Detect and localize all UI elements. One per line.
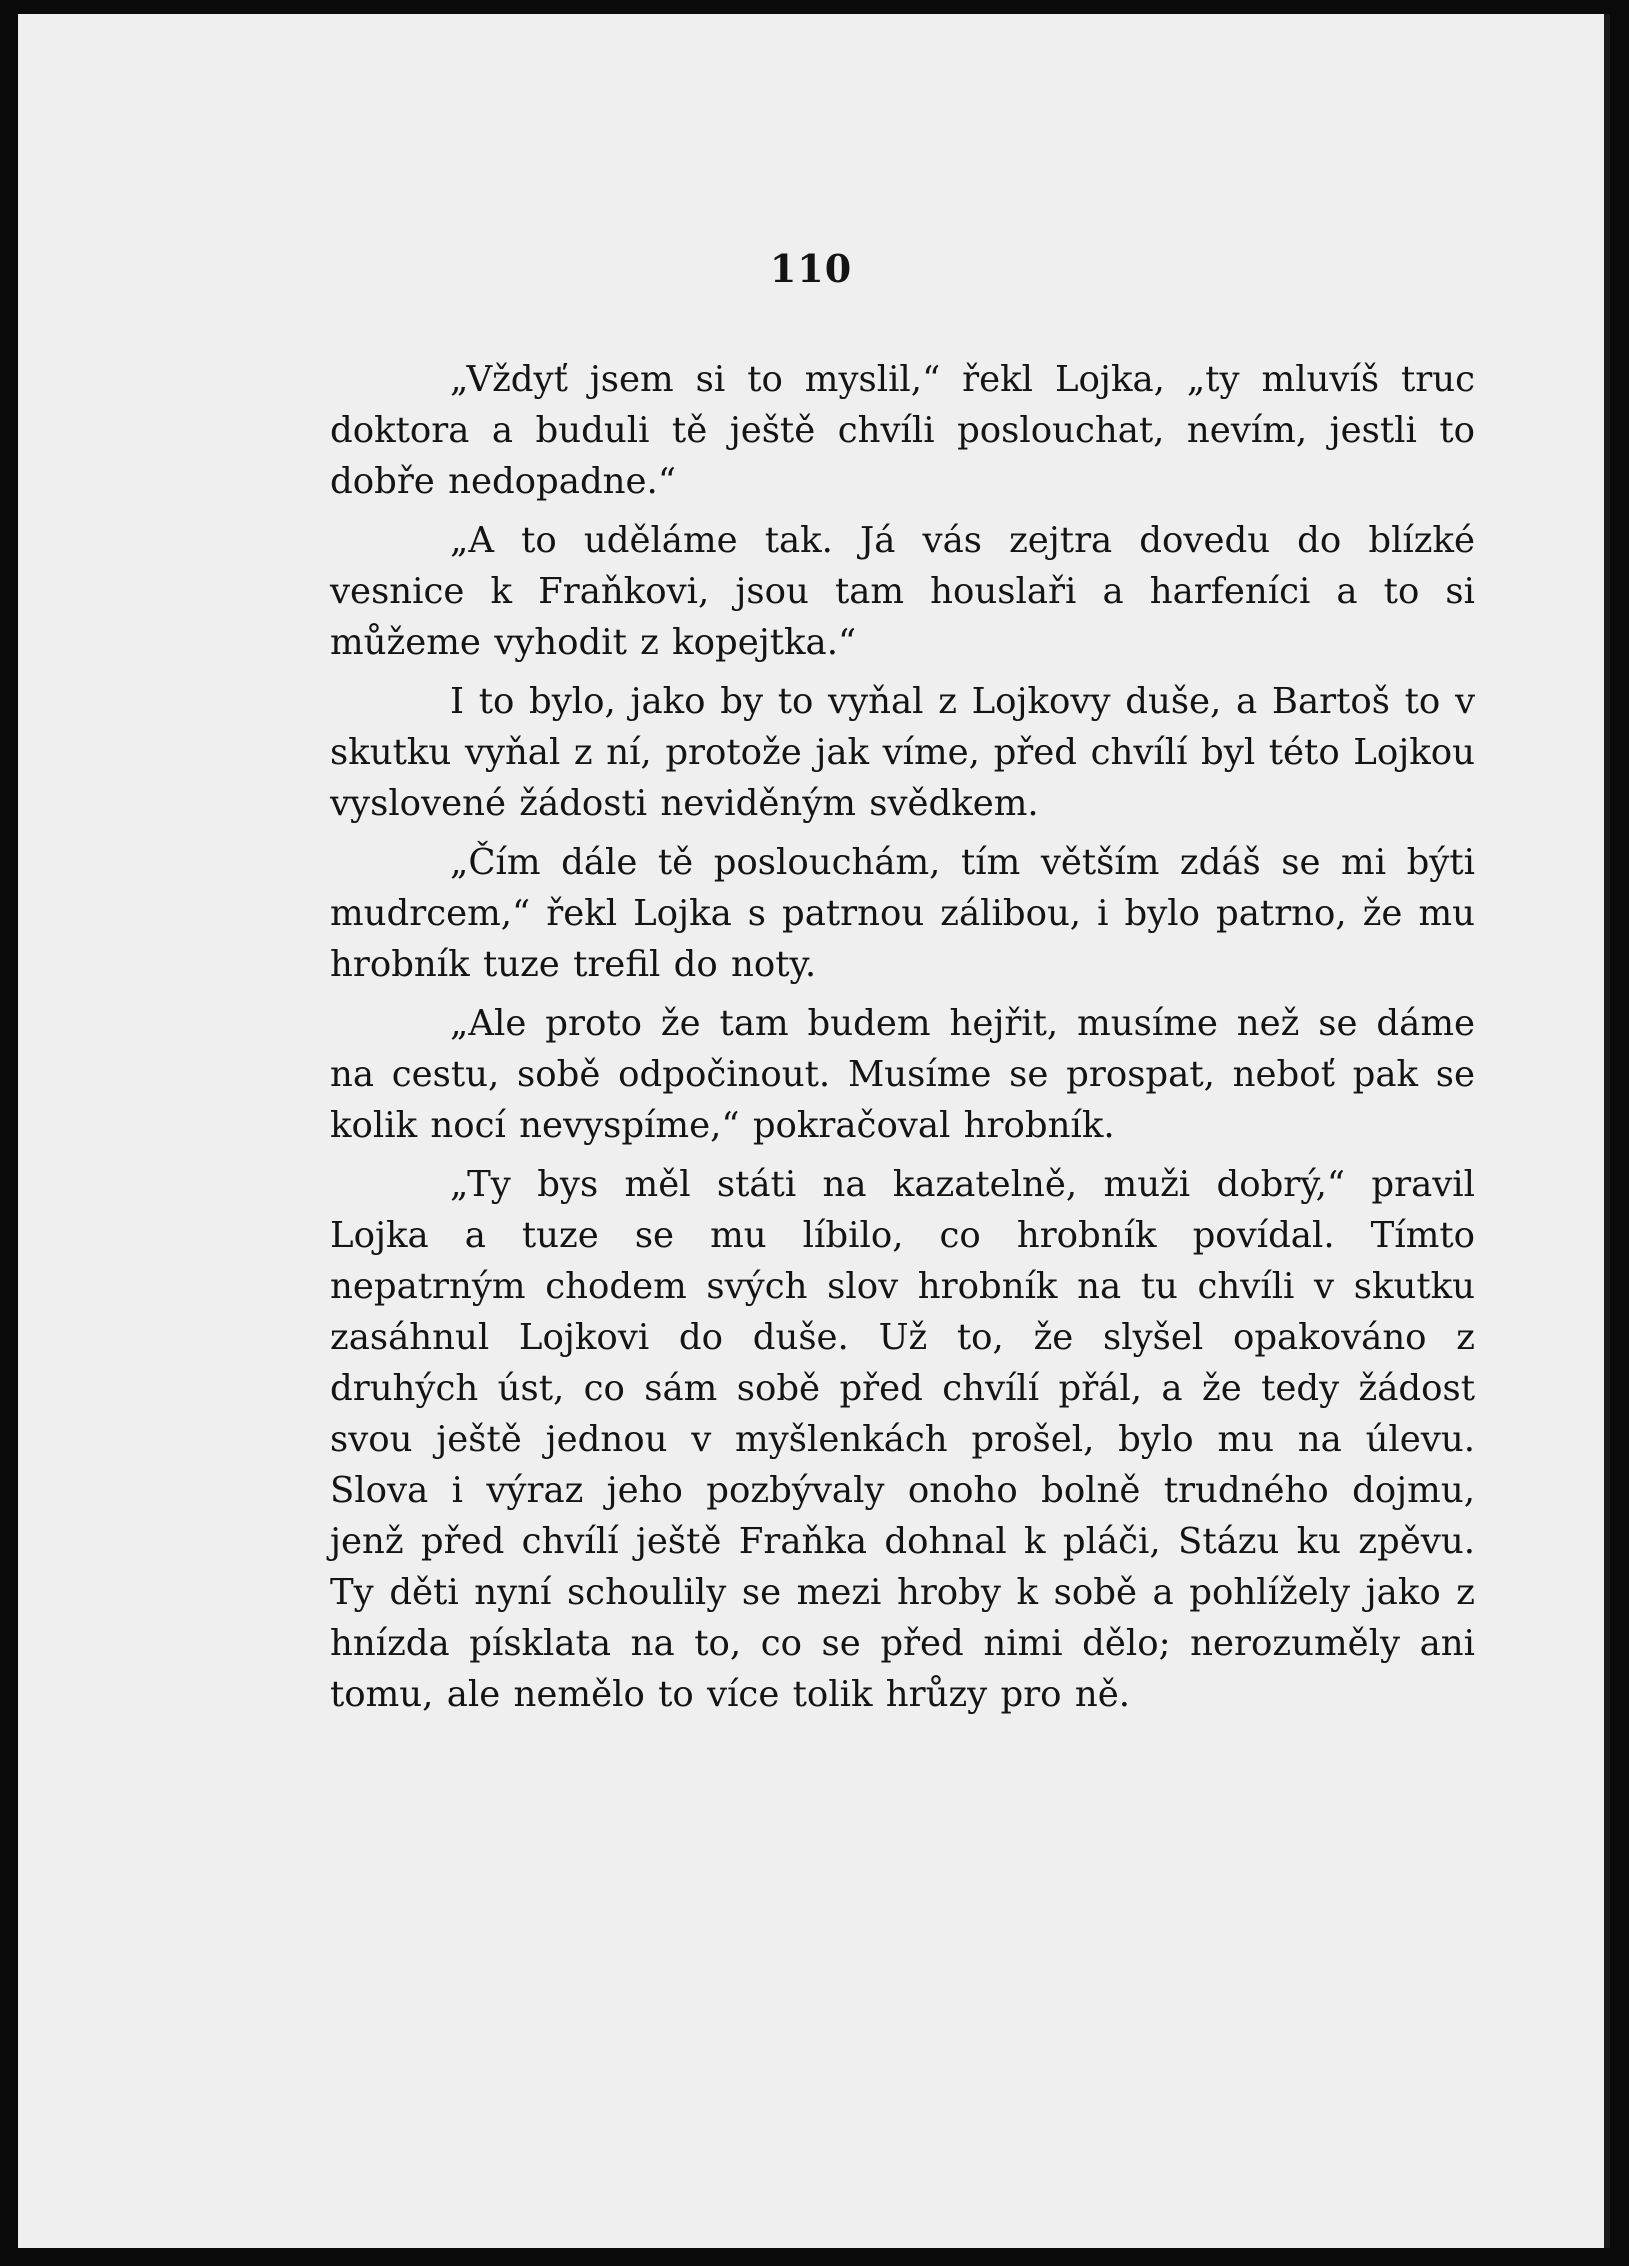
- book-page: [18, 14, 1610, 2248]
- paragraph-5: „Ale proto že tam budem hejřit, musíme než se dáme na cestu, sobě odpočinout. Musíme se prospat, neboť pak se kolik nocí nevyspíme,“ pokračoval hrobník.: [330, 1003, 1475, 1146]
- text-body: [330, 354, 1475, 1728]
- paragraph-6: „Ty bys měl státi na kazatelně, muži dobrý,“ pravil Lojka a tuze se mu líbilo, co hrobník povídal. Tímto nepatrným chodem svých slov hrobník na tu chvíli v skutku zasáhnul Lojkovi do duše. Už to, že slyšel opakováno z druhých úst, co sám sobě před chvílí přál, a že tedy žádost svou ještě jednou v myšlenkách prošel, bylo mu na úlevu. Slova i výraz jeho pozbývaly onoho bolně trudného dojmu, jenž před chvílí ještě Fraňka dohnal k pláči, Stázu ku zpěvu. Ty děti nyní schoulily se mezi hroby k sobě a pohlížely jako z hnízda písklata na to, co se před nimi dělo; nerozuměly ani tomu, ale nemělo to více tolik hrůzy pro ně.: [330, 1164, 1475, 1715]
- paragraph-2: „A to uděláme tak. Já vás zejtra dovedu do blízké vesnice k Fraňkovi, jsou tam houslaři a harfeníci a to si můžeme vyhodit z kopejtka.“: [330, 520, 1475, 663]
- page-number: 110: [769, 246, 853, 291]
- paragraph-3: I to bylo, jako by to vyňal z Lojkovy duše, a Bartoš to v skutku vyňal z ní, protože jak víme, před chvílí byl této Lojkou vyslovené žádosti neviděným svědkem.: [330, 681, 1475, 824]
- paragraph-1: „Vždyť jsem si to myslil,“ řekl Lojka, „ty mluvíš truc doktora a buduli tě ještě chvíli poslouchat, nevím, jestli to dobře nedopadne.“: [330, 359, 1475, 502]
- paragraph-4: „Čím dále tě poslouchám, tím větším zdáš se mi býti mudrcem,“ řekl Lojka s patrnou zálibou, i bylo patrno, že mu hrobník tuze trefil do noty.: [330, 842, 1475, 985]
